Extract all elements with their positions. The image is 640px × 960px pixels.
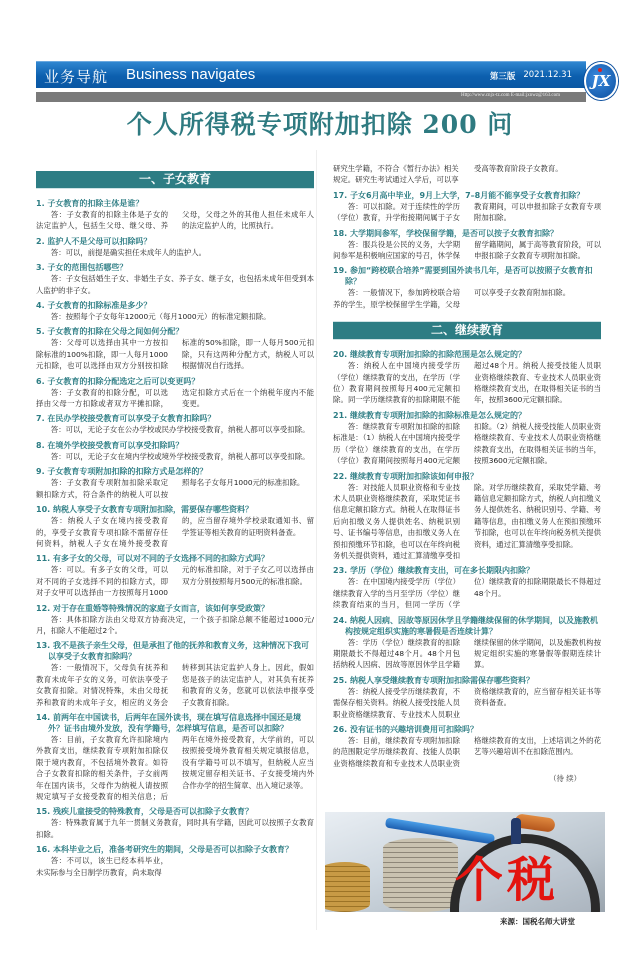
answer: 答：具体扣除方法由父母双方协商决定，一个孩子扣除总额不能超过1000元/月，扣除人不能超过2个。: [36, 614, 314, 635]
answer: 答：子女教育专项附加扣除采取定额扣除方式，符合条件的纳税人可以按照每名子女每月1000元的标准扣除。: [36, 478, 305, 499]
answer: 答：可以。有多子女的父母，可以对不同的子女选择不同的扣除方式，即对子女甲可以选择由一方按照每月1000元的标准扣除，对于子女乙可以选择由双方分别按照每月500元的标准扣除。: [36, 565, 314, 598]
answer: 答：服兵役是公民的义务，大学期间参军是积极响应国家的号召，休学保留学籍期间，属于高等教育阶段，可以申报扣除子女教育专项附加扣除。: [333, 239, 601, 261]
question: 7. 在民办学校接受教育可以享受子女教育扣除吗？: [36, 414, 216, 424]
logo-text: JX: [591, 72, 611, 90]
question: 18. 大学期间参军，学校保留学籍，是否可以按子女教育扣除？: [333, 228, 558, 238]
section-name-cn: 业务导航: [44, 68, 109, 86]
contact-bar: [36, 92, 586, 102]
question: 3. 子女的范围包括哪些？: [36, 263, 128, 273]
edition-label: 第三版: [489, 72, 516, 82]
section-heading-continuing-education: 二、继续教育: [333, 322, 601, 339]
answer: 答：可以，无论子女在公办学校或民办学校接受教育，纳税人都可以享受扣除。: [50, 425, 310, 435]
question: 20. 继续教育专项附加扣除的扣除范围是怎么规定的？: [333, 350, 526, 360]
answer: 答：学历（学位）继续教育的扣除期限最长不得超过48个月。48个月包括纳税人因病、因故等原因休学且学籍继续保留的休学期间，以及施教机构按规定组织实施的寒暑假等假期连续计算。: [333, 637, 601, 670]
to-be-continued: （待 续）: [549, 774, 581, 784]
question: 15. 残疾儿童接受的特殊教育，父母是否可以扣除子女教育？: [36, 807, 253, 817]
question: 26. 没有证书的兴趣培训费用可扣除吗？: [333, 725, 478, 734]
figurine: [511, 818, 521, 844]
answer: 答：可以扣除。对于连续性的学历（学位）教育，升学衔接期间属于子女教育期间，可以申报扣除子女教育专项附加扣除。: [333, 201, 601, 223]
section-header-bar: [36, 61, 586, 88]
question: 8. 在境外学校接受教育可以享受扣除吗？: [36, 440, 184, 450]
question: 2. 监护人不是父母可以扣除吗？: [36, 236, 152, 246]
question: 14. 前两年在中国读书，后两年在国外读书，现在填写信息选择中国还是境外？证书由境外发放，没有学籍号，怎样填写信息，是否可以扣除？: [36, 712, 301, 733]
question: 24. 纳税人因病、因故等原因休学且学籍继续保留的休学期间，以及施教机构按规定组织实施的寒暑假是否连续计算？: [333, 615, 598, 636]
question: 25. 纳税人享受继续教育专项附加扣除需保存哪些资料？: [333, 675, 534, 685]
question: 11. 有多子女的父母，可以对不同的子女选择不同的扣除方式吗？: [36, 554, 269, 564]
question: 13. 我不是孩子亲生父母，但是承担了他的抚养和教育义务，这种情况下我可以享受子女教育扣除吗？: [36, 641, 309, 662]
question: 19. 参加“跨校联合培养”需要到国外读书几年，是否可以按照子女教育扣除？: [333, 266, 593, 287]
edition-date-group: [490, 70, 572, 82]
issue-date: 2021.12.31: [523, 70, 572, 80]
image-overlay-text: 个税: [455, 852, 560, 908]
image-source: 来源：国税名师大讲堂: [500, 917, 575, 926]
answer: 答：纳税人子女在境内接受教育的，享受子女教育专项扣除不需留存任何资料，纳税人子女在境外接受教育的，应当留存境外学校录取通知书、留学签证等相关教育的证明资料备查。: [36, 516, 314, 548]
answer: 答：子女包括婚生子女、非婚生子女、养子女、继子女，也包括未成年但受到本人监护的非子女。: [36, 274, 314, 295]
question: 21. 继续教育专项附加扣除的扣除标准是怎么规定的？: [333, 410, 526, 420]
newspaper-logo: [584, 62, 618, 100]
question: 17. 子女6月高中毕业，9月上大学，7–8月能不能享受子女教育扣除？: [333, 190, 585, 200]
question: 10. 纳税人享受子女教育专项附加扣除，需要保存哪些资料？: [36, 505, 253, 515]
right-column: [333, 163, 601, 803]
question: 22. 继续教育专项附加扣除该如何申报？: [333, 471, 478, 481]
question: 23. 学历（学位）继续教育支出，可在多长期限内扣除？: [333, 566, 534, 576]
section-name-en: Business navigates: [126, 66, 256, 83]
answer: 答：可以，无论子女在境内学校或境外学校接受教育，纳税人都可以享受扣除。: [50, 451, 310, 461]
question: 16. 本科毕业之后，准备考研究生的期间，父母是否可以扣除子女教育？: [36, 845, 293, 855]
answer: 答：继续教育专项附加扣除的扣除标准是：（1）纳税人在中国境内接受学历（学位）继续教育的支出，在学历（学位）教育期间按照每月400元定额扣除。（2）纳税人接受技能人员职业资格继续教育、专业技术人员职业资格继续教育支出，在取得相关证书的当年，按照3600元定额扣除。: [333, 421, 601, 466]
answer: 答：父母可以选择由其中一方按扣除标准的100%扣除，即一人每月1000元扣除，也可以选择由双方分别按扣除标准的50%扣除，即一人每月500元扣除，只有这两种分配方式，纳税人可以根据情况自行选择。: [36, 338, 314, 371]
answer: 答：一般情况下，父母负有抚养和教育未成年子女的义务，可依法享受子女教育扣除。对情况特殊，未由父母抚养和教育的未成年子女，相应的义务会转移到其法定监护人身上。因此，假如您是孩子的法定监护人，对其负有抚养和教育的义务，您就可以依法申报享受子女教育扣除。: [36, 663, 314, 707]
silver-coin-stack: [383, 838, 458, 912]
answer: 答：不可以，该生已经本科毕业，未实际参与全日制学历教育，尚未取得: [36, 856, 168, 877]
answer: 答：特殊教育属于九年一贯制义务教育，同时具有学籍，因此可以按照子女教育扣除。: [36, 818, 314, 839]
question: 12. 对于存在重婚等特殊情况的家庭子女而言，该如何享受政策？: [36, 603, 269, 613]
tax-illustration: [325, 812, 605, 912]
left-column: [36, 171, 314, 931]
continued-answer: 研究生学籍，不符合《暂行办法》相关规定。研究生考试通过入学后，可以享受高等教育阶段子女教育。: [333, 164, 563, 185]
column-divider: [316, 150, 317, 930]
question: 4. 子女教育的扣除标准是多少？: [36, 301, 152, 311]
gold-coin-stack: [325, 862, 370, 912]
question: 1. 子女教育的扣除主体是谁？: [36, 199, 144, 208]
answer: 答：纳税人在中国境内接受学历（学位）继续教育的支出，在学历（学位）教育期间按照每月400元定额扣除。同一学历继续教育的扣除期限不能超过48个月。纳税人接受技能人员职业资格继续教育、专业技术人员职业资格继续教育支出，在取得相关证书的当年，按照3600元定额扣除。: [333, 361, 601, 405]
answer: 答：可以，前提是确实担任未成年人的监护人。: [50, 247, 207, 257]
answer: 答：目前，继续教育专项附加扣除的范围限定学历继续教育、技能人员职业资格继续教育和专业技术人员职业资格继续教育的支出，上述培训之外的花艺等兴趣培训不在扣除范围内。: [333, 736, 601, 768]
answer: 答：对技能人员职业资格和专业技术人员职业资格继续教育，采取凭证书信息定额扣除方式。纳税人在取得证书后向扣缴义务人提供姓名、纳税识别号、证书编号等信息，由扣缴义务人在预扣预缴环节扣除，也可以在年终向税务机关提供资料，通过汇算清缴享受扣除。对学历继续教育，采取凭学籍、考籍信息定额扣除方式，纳税人向扣缴义务人提供姓名、纳税识别号、学籍、考籍等信息，由扣缴义务人在预扣预缴环节扣除，也可以在年终向税务机关提供资料，通过汇算清缴享受扣除。: [333, 482, 601, 560]
question: 9. 子女教育专项附加扣除的扣除方式是怎样的？: [36, 467, 208, 477]
question: 5. 子女教育的扣除在父母之间如何分配？: [36, 327, 184, 337]
answer: 答：在中国境内接受学历（学位）继续教育入学的当月至学历（学位）继续教育结束的当月，但同一学历（学位）继续教育的扣除期限最长不得超过48个月。: [333, 577, 601, 610]
answer: 答：子女教育的扣除分配，可以选择由父母一方扣除或者双方平摊扣除，选定扣除方式后在一个纳税年度内不能变更。: [36, 387, 314, 409]
page-title: 个人所得税专项附加扣除 200 问: [126, 110, 514, 139]
section-heading-child-education: 一、子女教育: [36, 171, 314, 188]
answer: 答：纳税人接受学历继续教育，不需保存相关资料。纳税人接受技能人员职业资格继续教育、专业技术人员职业资格继续教育的，应当留存相关证书等资料备查。: [333, 686, 601, 719]
question: 6. 子女教育的扣除分配选定之后可以变更吗？: [36, 376, 200, 386]
answer: 答：一般情况下，参加跨校联合培养的学生，原学校保留学生学籍，父母可以享受子女教育附加扣除。: [333, 288, 571, 309]
contact-info: Http://www.cnjx-tz.com E-mail:jxnwz@163.com: [461, 93, 560, 98]
answer: 答：目前，子女教育允许扣除境内外教育支出，继续教育专项附加扣除仅限于境内教育，不包括境外教育。如符合子女教育扣除的相关条件，子女前两年在国内读书，父母作为纳税人请按照规定填写子女接受教育的相关信息；后两年在境外接受教育，大学前的，可以按照接受境外教育相关规定填报信息，没有学籍号可以不填写，但纳税人应当按规定留存相关证书、子女接受境内外合作办学的招生简章、出入境记录等。: [36, 734, 314, 801]
answer: 答：子女教育的扣除主体是子女的法定监护人，包括生父母、继父母、养父母，父母之外的其他人担任未成年人的法定监护人的，比照执行。: [36, 210, 314, 231]
answer: 答：按照每个子女每年12000元（每月1000元）的标准定额扣除。: [50, 312, 271, 322]
